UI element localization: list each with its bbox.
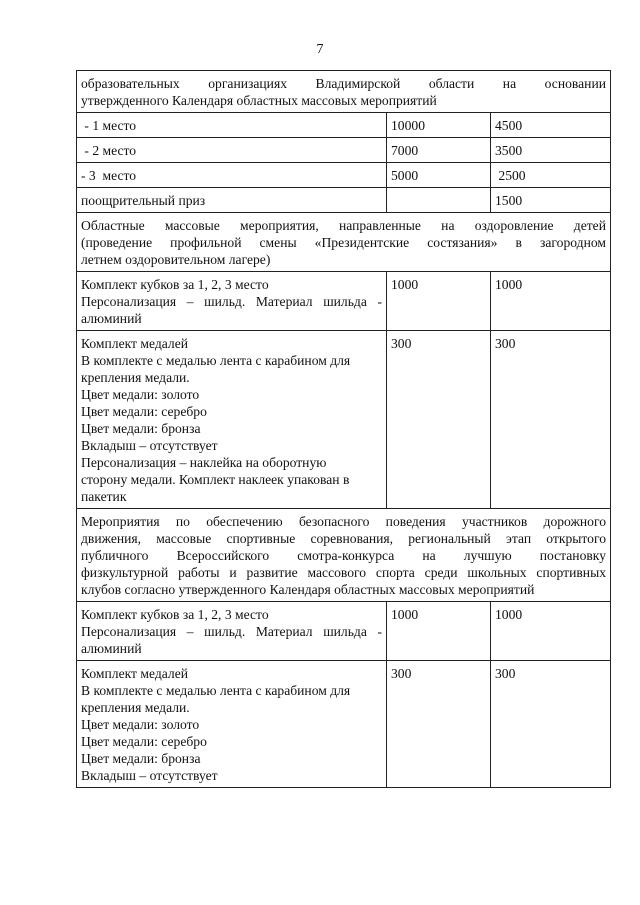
section3-line-5: клубов согласно утвержденного Календаря областных массовых мероприятий bbox=[81, 582, 535, 597]
table-row bbox=[77, 661, 611, 788]
medals-line-4: Цвет медали: золото bbox=[81, 387, 200, 402]
row-label: - 1 место bbox=[77, 113, 387, 138]
medals-line-7: Вкладыш – отсутствует bbox=[81, 438, 218, 453]
row-label: поощрительный приз bbox=[77, 188, 387, 213]
table-row bbox=[77, 138, 611, 163]
cups-line-3: алюминий bbox=[81, 641, 142, 656]
section3-line-3: публичного Всероссийского смотра-конкурса на лучшую постановку bbox=[81, 548, 606, 563]
section1-line-1: образовательных организациях Владимирской области на основании bbox=[81, 76, 606, 91]
row-value-1 bbox=[387, 188, 491, 213]
section3-header-row bbox=[77, 509, 611, 602]
section2-header-row bbox=[77, 213, 611, 272]
medals-line-6: Цвет медали: бронза bbox=[81, 751, 201, 766]
row-value-2: 3500 bbox=[491, 138, 611, 163]
section2-line-1: Областные массовые мероприятия, направленные на оздоровление детей bbox=[81, 218, 606, 233]
medals-description bbox=[77, 661, 387, 788]
medals-description bbox=[77, 331, 387, 509]
row-value-1: 5000 bbox=[387, 163, 491, 188]
page-number: 7 bbox=[316, 42, 324, 57]
cups-value-2: 1000 bbox=[491, 602, 611, 661]
medals-line-3: крепления медали. bbox=[81, 700, 190, 715]
section3-line-2: движения, массовые спортивные соревнования, региональный этап открытого bbox=[81, 531, 606, 546]
row-value-2: 4500 bbox=[491, 113, 611, 138]
table-row bbox=[77, 272, 611, 331]
table-row bbox=[77, 163, 611, 188]
section1-header-cell bbox=[77, 71, 611, 113]
row-value-1: 7000 bbox=[387, 138, 491, 163]
medals-line-8: Персонализация – наклейка на оборотную bbox=[81, 455, 327, 470]
medals-line-10: пакетик bbox=[81, 489, 127, 504]
medals-value-2: 300 bbox=[491, 331, 611, 509]
cups-line-2: Персонализация – шильд. Материал шильда - bbox=[81, 294, 382, 309]
section2-header-cell bbox=[77, 213, 611, 272]
section3-header-cell bbox=[77, 509, 611, 602]
medals-value-1: 300 bbox=[387, 661, 491, 788]
cups-line-2: Персонализация – шильд. Материал шильда - bbox=[81, 624, 382, 639]
cups-value-1: 1000 bbox=[387, 602, 491, 661]
prize-table bbox=[76, 70, 611, 788]
cups-description bbox=[77, 272, 387, 331]
cups-line-1: Комплект кубков за 1, 2, 3 место bbox=[81, 277, 269, 292]
table-row bbox=[77, 188, 611, 213]
medals-line-4: Цвет медали: золото bbox=[81, 717, 200, 732]
medals-value-1: 300 bbox=[387, 331, 491, 509]
medals-line-1: Комплект медалей bbox=[81, 336, 189, 351]
cups-description bbox=[77, 602, 387, 661]
medals-line-2: В комплекте с медалью лента с карабином для bbox=[81, 353, 351, 368]
row-value-2: 2500 bbox=[491, 163, 611, 188]
section3-line-4: физкультурной работы и развитие массового спорта среди школьных спортивных bbox=[81, 565, 606, 580]
cups-line-1: Комплект кубков за 1, 2, 3 место bbox=[81, 607, 269, 622]
cups-value-2: 1000 bbox=[491, 272, 611, 331]
table-row bbox=[77, 602, 611, 661]
medals-line-5: Цвет медали: серебро bbox=[81, 734, 207, 749]
section1-header-row bbox=[77, 71, 611, 113]
medals-line-3: крепления медали. bbox=[81, 370, 190, 385]
cups-value-1: 1000 bbox=[387, 272, 491, 331]
row-label: - 2 место bbox=[77, 138, 387, 163]
medals-line-1: Комплект медалей bbox=[81, 666, 189, 681]
section2-line-2: (проведение профильной смены «Президентские состязания» в загородном bbox=[81, 235, 606, 250]
section3-line-1: Мероприятия по обеспечению безопасного поведения участников дорожного bbox=[81, 514, 606, 529]
medals-line-5: Цвет медали: серебро bbox=[81, 404, 207, 419]
section1-line-2: утвержденного Календаря областных массовых мероприятий bbox=[81, 93, 437, 108]
row-value-1: 10000 bbox=[387, 113, 491, 138]
table-row bbox=[77, 331, 611, 509]
medals-line-2: В комплекте с медалью лента с карабином для bbox=[81, 683, 351, 698]
cups-line-3: алюминий bbox=[81, 311, 142, 326]
section2-line-3: летнем оздоровительном лагере) bbox=[81, 252, 271, 267]
medals-value-2: 300 bbox=[491, 661, 611, 788]
row-value-2: 1500 bbox=[491, 188, 611, 213]
medals-line-6: Цвет медали: бронза bbox=[81, 421, 201, 436]
medals-line-9: сторону медали. Комплект наклеек упакован в bbox=[81, 472, 350, 487]
medals-line-7: Вкладыш – отсутствует bbox=[81, 768, 218, 783]
table-row bbox=[77, 113, 611, 138]
row-label: - 3 место bbox=[77, 163, 387, 188]
